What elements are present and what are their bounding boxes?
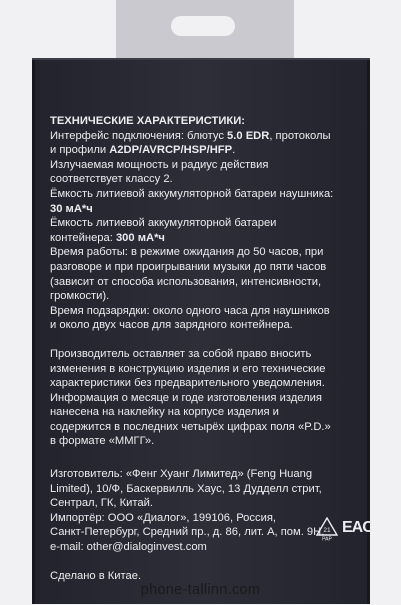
charge-line: и около двух часов для зарядного контейнера.: [50, 319, 293, 332]
notice-line: Производитель оставляет за собой право вносить: [50, 347, 312, 360]
battery2-line-2: контейнера: 300 мА*ч: [50, 231, 165, 244]
recycle-label: PAP: [322, 536, 332, 541]
notice-line: характеристики без предварительного уведомления.: [50, 377, 325, 390]
notice-line: изменения в конструкцию изделия и его технические: [50, 362, 326, 375]
made-in: Сделано в Китае.: [50, 569, 142, 582]
certification-marks: [316, 517, 372, 543]
notice-line: Информация о месяце и годе изготовления изделия: [50, 391, 322, 404]
recycle-code: 21: [323, 527, 331, 534]
battery2-line-1: Ёмкость литиевой аккумуляторной батареи: [50, 217, 277, 230]
charge-line: Время подзарядки: около одного часа для наушников: [50, 304, 330, 317]
email-line: e-mail: other@dialoginvest.com: [50, 541, 207, 554]
watermark: phone-tallinn.com: [140, 582, 261, 598]
worktime-line: (зависит от способа использования, интенсивности,: [50, 275, 322, 288]
power-line-2: соответствует классу 2.: [50, 173, 173, 186]
power-line-1: Излучаемая мощность и радиус действия: [50, 158, 269, 171]
recycle-icon: [316, 517, 338, 541]
notice-line: в формате «ММГГ».: [50, 435, 155, 448]
importer-line: Импортёр: ООО «Диалог», 199106, Россия,: [50, 511, 276, 524]
battery1-value: 30 мА*ч: [50, 202, 93, 215]
notice-line: содержится в последних четырёх цифрах поля «P.D.»: [50, 420, 331, 433]
manufacturer-line: Изготовитель: «Фенг Хуанг Лимитед» (Feng Huang: [50, 468, 313, 481]
spec-text: [50, 114, 368, 583]
worktime-line: громкости).: [50, 290, 110, 303]
importer-line: Санкт-Петербург, Средний пр., д. 86, лит. А, пом. 9Н.: [50, 526, 325, 539]
manufacturer-line: Сентрал, ГК, Китай.: [50, 497, 153, 510]
interface-line-1: Интерфейс подключения: блютус 5.0 EDR, протоколы: [50, 129, 331, 142]
battery1-line-1: Ёмкость литиевой аккумуляторной батареи наушника:: [50, 187, 334, 200]
hanger-hole: [171, 16, 235, 36]
worktime-line: разговоре и при проигрывании музыки до пяти часов: [50, 260, 327, 273]
interface-line-2: и профили A2DP/AVRCP/HSP/HFP.: [50, 144, 236, 157]
eac-mark: EAC: [342, 519, 373, 536]
worktime-line: Время работы: в режиме ожидания до 50 часов, при: [50, 246, 324, 259]
manufacturer-line: Limited), 10/Ф, Баскервилль Хаус, 13 Дудделл стрит,: [50, 482, 322, 495]
notice-line: нанесена на наклейку на корпусе изделия и: [50, 406, 279, 419]
spec-heading: ТЕХНИЧЕСКИЕ ХАРАКТЕРИСТИКИ:: [50, 115, 245, 127]
